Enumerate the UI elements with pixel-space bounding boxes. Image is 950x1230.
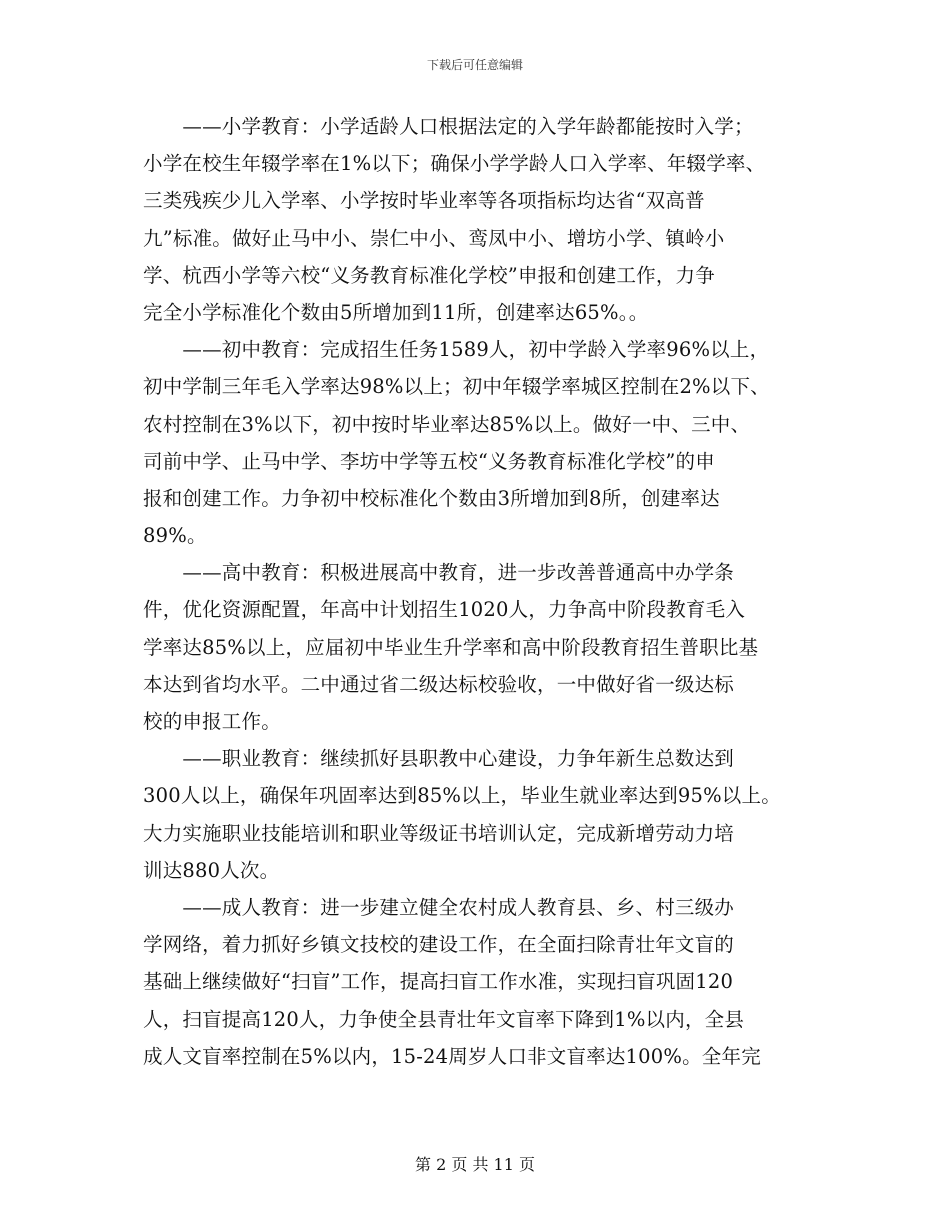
page-header: 下载后可任意编辑 [426, 58, 523, 72]
text-line: 初中学制三年毛入学率达98%以上；初中年辍学率城区控制在2%以下、 [143, 375, 770, 399]
text-line: 农村控制在3%以下，初中按时毕业率达85%以上。做好一中、三中、 [143, 412, 751, 436]
text-line: 300人以上，确保年巩固率达到85%以上，毕业生就业率达到95%以上。 [143, 784, 781, 808]
text-line: 学网络，着力抓好乡镇文技校的建设工作，在全面扫除青壮年文盲的 [143, 933, 735, 957]
text-line: 校的申报工作。 [143, 710, 281, 733]
text-line: 九”标准。做好止马中小、崇仁中小、鸾凤中小、增坊小学、镇岭小 [143, 226, 725, 250]
text-line: 基础上继续做好“扫盲”工作，提高扫盲工作水准，实现扫盲巩固120 [143, 970, 734, 994]
text-line: 件，优化资源配置，年高中计划招生1020人，力争高中阶段教育毛入 [143, 598, 746, 622]
text-line: 人，扫盲提高120人，力争使全县青壮年文盲率下降到1%以内，全县 [143, 1007, 745, 1031]
text-line: ——职业教育：继续抓好县职教中心建设，力争年新生总数达到 [143, 747, 735, 771]
text-line: 三类残疾少儿入学率、小学按时毕业率等各项指标均达省“双高普 [143, 189, 705, 213]
document-body [143, 108, 811, 1075]
text-line: 大力实施职业技能培训和职业等级证书培训认定，完成新增劳动力培 [143, 821, 735, 845]
text-line: 学率达85%以上，应届初中毕业生升学率和高中阶段教育招生普职比基 [143, 635, 759, 659]
text-line: 完全小学标准化个数由5所增加到11所，创建率达65%。。 [143, 300, 649, 324]
page-footer: 第 2 页 共 11 页 [415, 1155, 535, 1174]
text-line: 小学在校生年辍学率在1%以下；确保小学学龄人口入学率、年辍学率、 [143, 152, 766, 176]
text-line: ——成人教育：进一步建立健全农村成人教育县、乡、村三级办 [143, 895, 735, 919]
text-line: 本达到省均水平。二中通过省二级达标校验收，一中做好省一级达标 [143, 672, 735, 696]
text-line: ——初中教育：完成招生任务1589人，初中学龄入学率96%以上， [143, 338, 770, 362]
text-line: 学、杭西小学等六校“义务教育标准化学校”申报和创建工作，力争 [143, 263, 715, 287]
text-line: ——高中教育：积极进展高中教育，进一步改善普通高中办学条 [143, 561, 735, 585]
text-line: 89%。 [143, 524, 207, 548]
text-line: ——小学教育：小学适龄人口根据法定的入学年龄都能按时入学； [143, 115, 754, 138]
text-line: 司前中学、止马中学、李坊中学等五校“义务教育标准化学校”的申 [143, 449, 715, 473]
text-line: 报和创建工作。力争初中校标准化个数由3所增加到8所，创建率达 [143, 486, 720, 510]
text-line: 训达880人次。 [143, 858, 280, 882]
text-line: 成人文盲率控制在5%以内，15-24周岁人口非文盲率达100%。全年完 [143, 1044, 761, 1068]
